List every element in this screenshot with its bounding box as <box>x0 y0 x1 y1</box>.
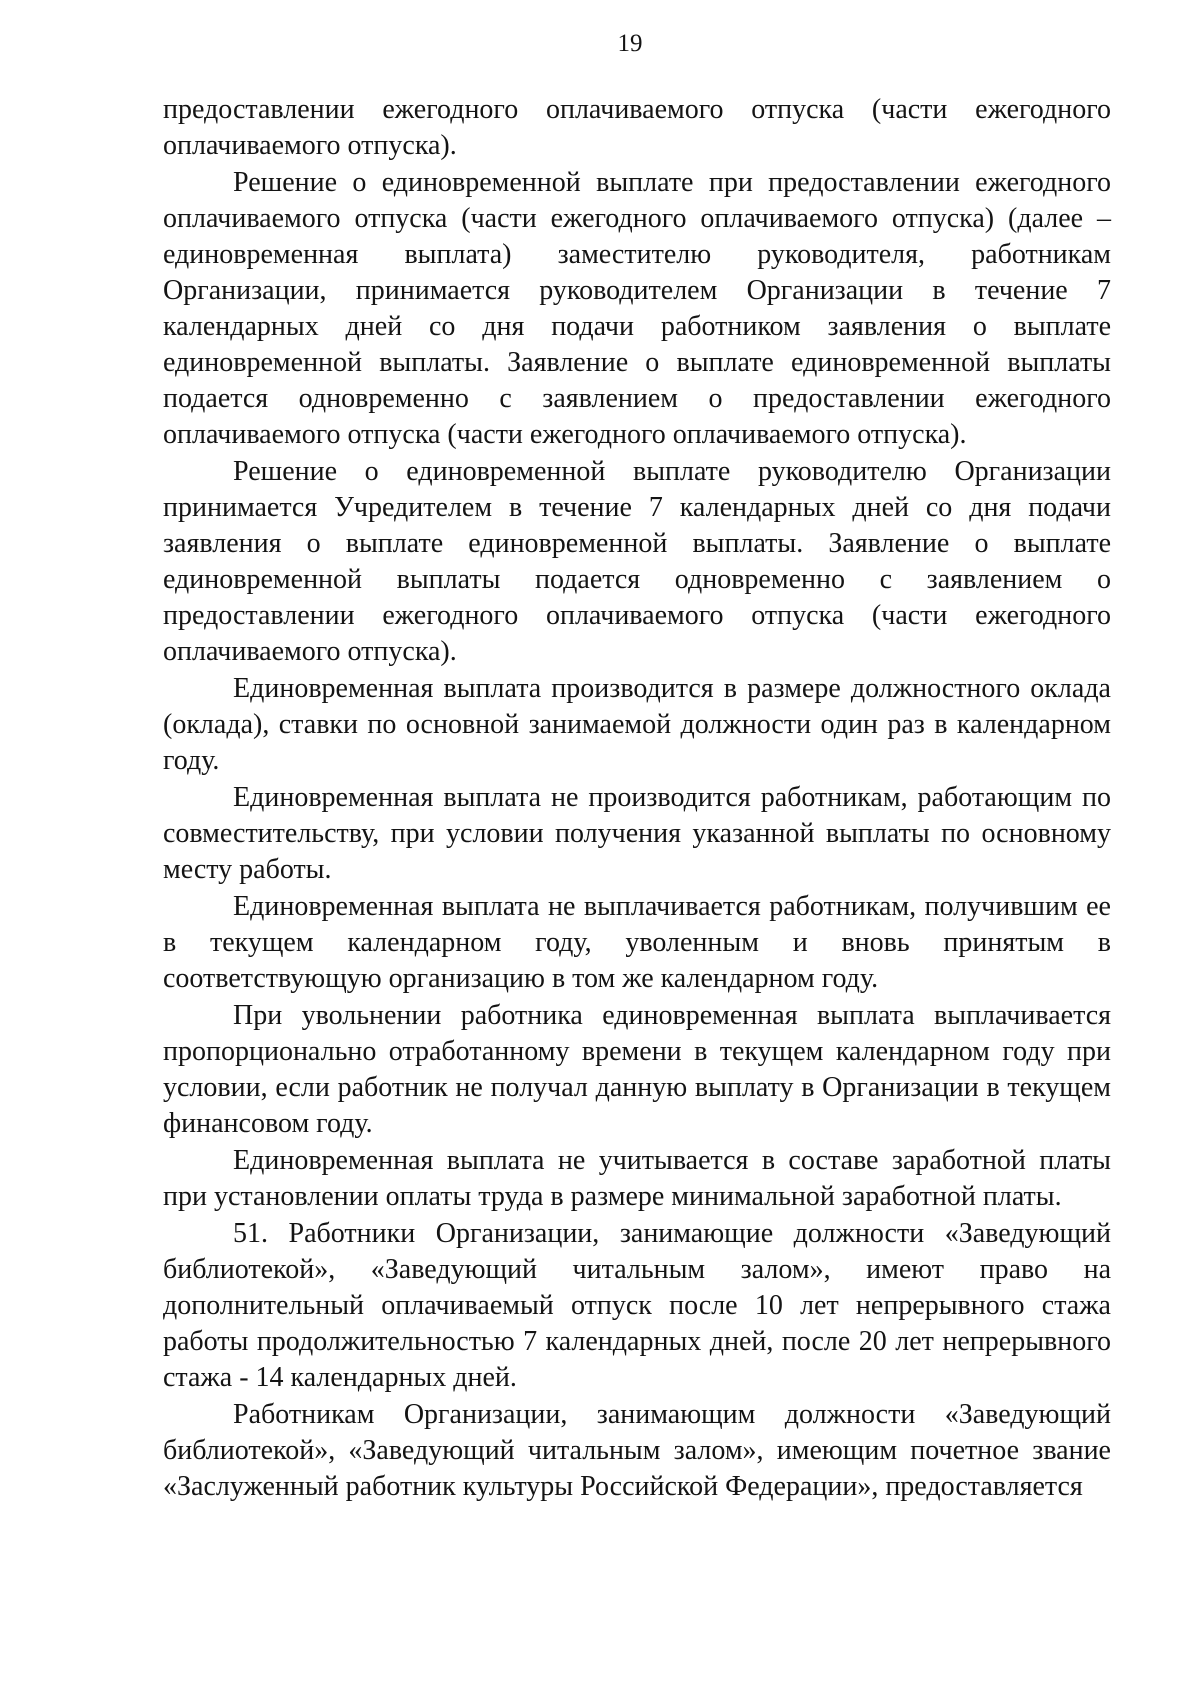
document-body <box>163 92 1111 1505</box>
paragraph-continuation: предоставлении ежегодного оплачиваемого отпуска (части ежегодного оплачиваемого отпуска). <box>163 94 1111 161</box>
paragraph-clause-51: 51. Работники Организации, занимающие должности «Заведующий библиотекой», «Заведующий читальным залом», имеют право на дополнительный оплачиваемый отпуск после 10 лет непрерывного стажа работы продолжительностью 7 календарных дней, после 20 лет непрерывного стажа - 14 календарных дней. <box>163 1218 1111 1393</box>
paragraph-rehired-exclusion: Единовременная выплата не выплачивается работникам, получившим ее в текущем календарном году, уволенным и вновь принятым в соответствующую организацию в том же календарном году. <box>163 891 1111 994</box>
paragraph-head-payment-decision: Решение о единовременной выплате руководителю Организации принимается Учредителем в течение 7 календарных дней со дня подачи заявления о выплате единовременной выплаты. Заявление о выплате единовременной выплаты подается одновременно с заявлением о предоставлении ежегодного оплачиваемого отпуска (части ежегодного оплачиваемого отпуска). <box>163 456 1111 667</box>
paragraph-deputy-payment-decision: Решение о единовременной выплате при предоставлении ежегодного оплачиваемого отпуска (части ежегодного оплачиваемого отпуска) (далее – единовременная выплата) заместителю руководителя, работникам Организации, принимается руководителем Организации в течение 7 календарных дней со дня подачи работником заявления о выплате единовременной выплаты. Заявление о выплате единовременной выплаты подается одновременно с заявлением о предоставлении ежегодного оплачиваемого отпуска (части ежегодного оплачиваемого отпуска). <box>163 167 1111 450</box>
paragraph-dismissal-proportional: При увольнении работника единовременная выплата выплачивается пропорционально отработанному времени в текущем календарном году при условии, если работник не получал данную выплату в Организации в текущем финансовом году. <box>163 1000 1111 1139</box>
paragraph-honored-worker: Работникам Организации, занимающим должности «Заведующий библиотекой», «Заведующий читальным залом», имеющим почетное звание «Заслуженный работник культуры Российской Федерации», предоставляется <box>163 1399 1111 1502</box>
paragraph-payment-amount: Единовременная выплата производится в размере должностного оклада (оклада), ставки по основной занимаемой должности один раз в календарном году. <box>163 673 1111 776</box>
paragraph-minimum-wage-exclusion: Единовременная выплата не учитывается в составе заработной платы при установлении оплаты труда в размере минимальной заработной платы. <box>163 1145 1111 1212</box>
page-number: 19 <box>617 30 643 57</box>
paragraph-part-time-exclusion: Единовременная выплата не производится работникам, работающим по совместительству, при условии получения указанной выплаты по основному месту работы. <box>163 782 1111 885</box>
